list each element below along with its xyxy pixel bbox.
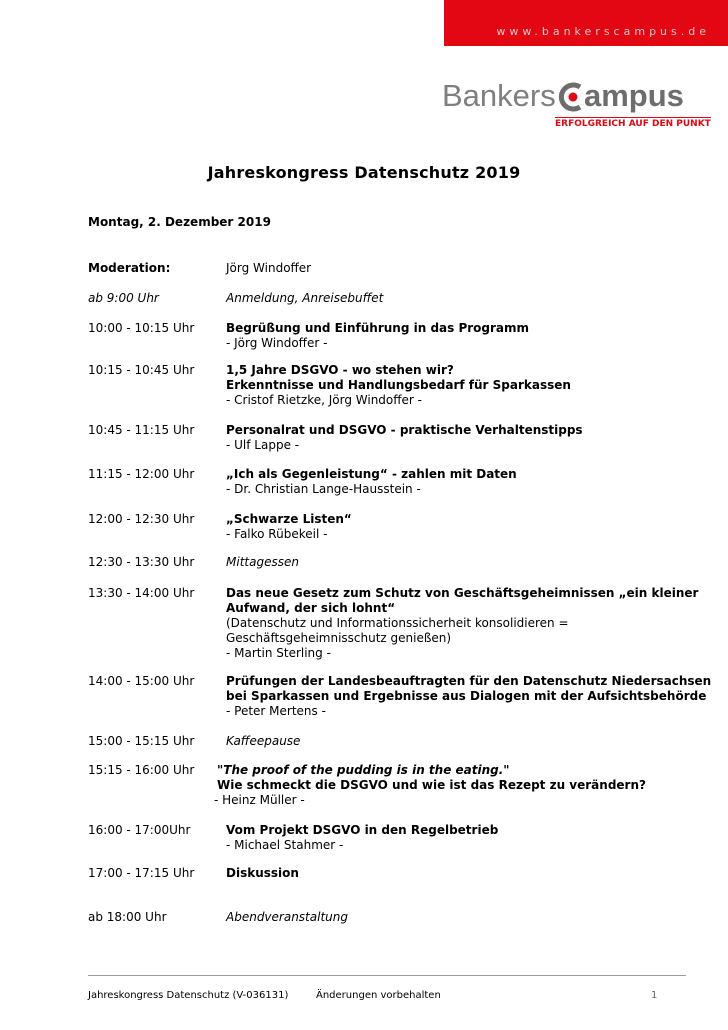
moderation-label: Moderation: [88,261,171,275]
schedule-time: 12:30 - 13:30 Uhr [88,555,195,569]
schedule-time: 10:15 - 10:45 Uhr [88,363,195,377]
schedule-line: Anmeldung, Anreisebuffet [226,291,384,305]
speaker-name: - Martin Sterling - [226,646,331,660]
schedule-time: 15:15 - 16:00 Uhr [88,763,195,777]
logo-tagline: ERFOLGREICH AUF DEN PUNKT [555,119,711,129]
header-banner [444,0,728,46]
session-subtitle: Erkenntnisse und Handlungsbedarf für Sparkassen [226,378,571,392]
session-description: (Datenschutz und Informationssicherheit konsolidieren = [226,616,569,630]
page-number: 1 [651,990,658,1001]
schedule-time: ab 18:00 Uhr [88,910,167,924]
speaker-name: - Falko Rübekeil - [226,527,328,541]
speaker-name: - Peter Mertens - [226,704,326,718]
schedule-time: 11:15 - 12:00 Uhr [88,467,195,481]
speaker-name: - Dr. Christian Lange-Hausstein - [226,482,421,496]
logo-campus-text: ampus [584,78,684,113]
session-description-cont: Geschäftsgeheimnisschutz genießen) [226,631,452,645]
schedule-time: 17:00 - 17:15 Uhr [88,866,195,880]
session-title: Vom Projekt DSGVO in den Regelbetrieb [226,823,499,837]
schedule-time: 13:30 - 14:00 Uhr [88,586,195,600]
schedule-time: 15:00 - 15:15 Uhr [88,734,195,748]
evening-event-label: Abendveranstaltung [226,910,348,924]
schedule-time: ab 9:00 Uhr [88,291,159,305]
session-title: Diskussion [226,866,299,880]
speaker-name: - Ulf Lappe - [226,438,300,452]
session-title: 1,5 Jahre DSGVO - wo stehen wir? [226,363,454,377]
footer-event-reference: Jahreskongress Datenschutz (V-036131) [88,990,289,1001]
session-title: Begrüßung und Einführung in das Programm [226,321,530,335]
session-title: Das neue Gesetz zum Schutz von Geschäftsgeheimnissen „ein kleiner [226,586,699,600]
speaker-name: - Cristof Rietzke, Jörg Windoffer - [226,393,422,407]
schedule-time: 16:00 - 17:00Uhr [88,823,191,837]
session-title-cont: bei Sparkassen und Ergebnisse aus Dialogen mit der Aufsichtsbehörde [226,689,707,703]
bankerscampus-logo [442,78,711,138]
schedule-time: 10:00 - 10:15 Uhr [88,321,195,335]
event-date: Montag, 2. Dezember 2019 [88,215,271,229]
footer-divider [88,975,686,976]
break-label: Kaffeepause [226,734,301,748]
session-title: „Schwarze Listen“ [226,512,352,526]
schedule-time: 12:00 - 12:30 Uhr [88,512,195,526]
schedule-time: 14:00 - 15:00 Uhr [88,674,195,688]
logo-bankers-text: Bankers [442,78,556,113]
speaker-name: - Michael Stahmer - [226,838,344,852]
session-title: Prüfungen der Landesbeauftragten für den Datenschutz Niedersachsen [226,674,712,688]
moderation-name: Jörg Windoffer [226,261,312,275]
speaker-name: - Jörg Windoffer - [226,336,328,350]
logo-c-icon [556,81,586,113]
session-title: „Ich als Gegenleistung“ - zahlen mit Daten [226,467,517,481]
session-title: "The proof of the pudding is in the eating." [217,763,510,777]
website-url[interactable]: www.bankerscampus.de [496,25,710,38]
page-title: Jahreskongress Datenschutz 2019 [207,163,521,182]
speaker-name: - Heinz Müller - [214,793,305,807]
footer-disclaimer: Änderungen vorbehalten [316,990,441,1001]
session-title-cont: Aufwand, der sich lohnt“ [226,601,396,615]
session-title: Personalrat und DSGVO - praktische Verhaltenstipps [226,423,583,437]
break-label: Mittagessen [226,555,299,569]
schedule-time: 10:45 - 11:15 Uhr [88,423,195,437]
session-subtitle: Wie schmeckt die DSGVO und wie ist das Rezept zu verändern? [217,778,646,792]
